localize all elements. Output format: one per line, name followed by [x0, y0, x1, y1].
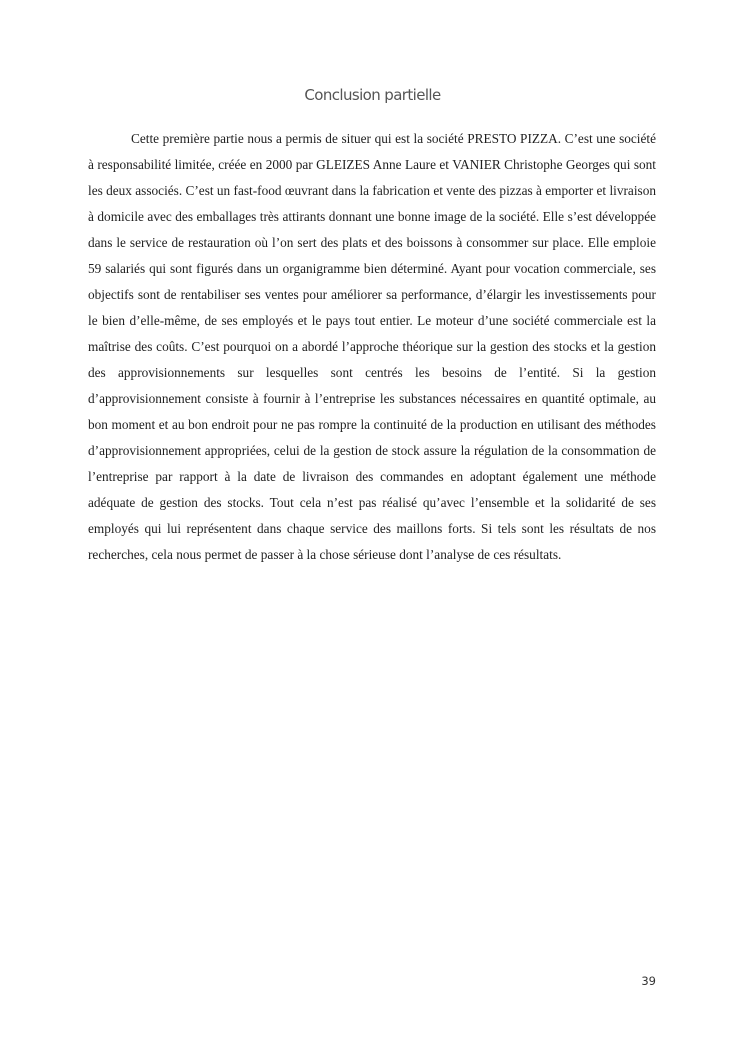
section-title: Conclusion partielle: [304, 86, 441, 104]
page-number: 39: [641, 974, 656, 988]
body-paragraph: Cette première partie nous a permis de situer qui est la société PRESTO PIZZA. C’est une société à responsabilité limitée, créée en 2000 par GLEIZES Anne Laure et VANIER Christophe Georges qui sont les deux associés. C’est un fast-food œuvrant dans la fabrication et vente des pizzas à emporter et livraison à domicile avec des emballages très attirants donnant une bonne image de la société. Elle s’est développée dans le service de restauration où l’on sert des plats et des boissons à consommer sur place. Elle emploie 59 salariés qui sont figurés dans un organigramme bien déterminé. Ayant pour vocation commerciale, ses objectifs sont de rentabiliser ses ventes pour améliorer sa performance, d’élargir les investissements pour le bien d’elle-même, de ses employés et le pays tout entier. Le moteur d’une société commerciale est la maîtrise des coûts. C’est pourquoi on a abordé l’approche théorique sur la gestion des stocks et la gestion des approvisionnements sur lesquelles sont centrés les besoins de l’entité. Si la gestion d’approvisionnement consiste à fournir à l’entreprise les substances nécessaires en quantité optimale, au bon moment et au bon endroit pour ne pas rompre la continuité de la production en utilisant des méthodes d’approvisionnement appropriées, celui de la gestion de stock assure la régulation de la consommation de l’entreprise par rapport à la date de livraison des commandes en adoptant également une méthode adéquate de gestion des stocks. Tout cela n’est pas réalisé qu’avec l’ensemble et la solidarité de ses employés qui lui représentent dans chaque service des maillons forts. Si tels sont les résultats de nos recherches, cela nous permet de passer à la chose sérieuse dont l’analyse de ces résultats.: [88, 131, 656, 562]
